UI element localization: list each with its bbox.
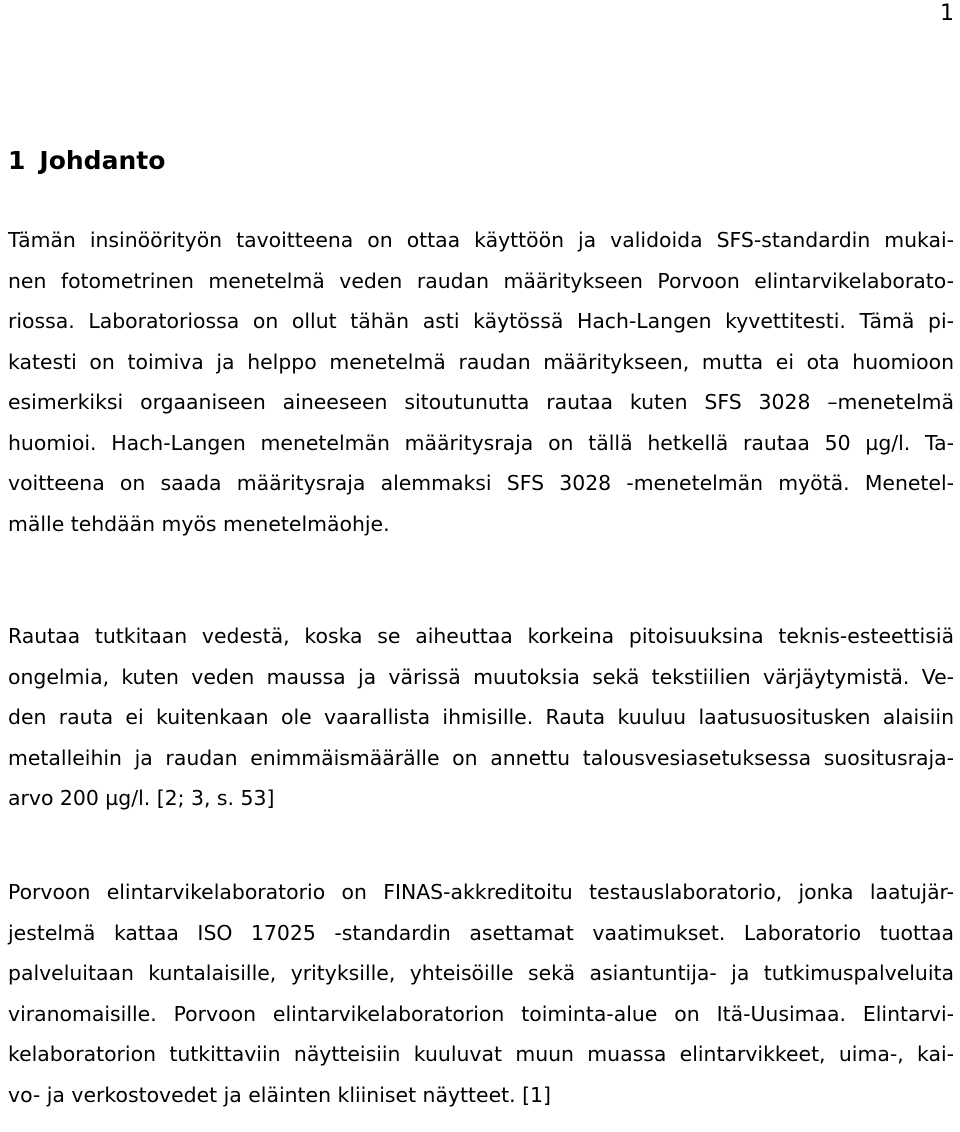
text-line: nen fotometrinen menetelmä veden raudan määritykseen Porvoon elintarvikelaborato- (8, 268, 954, 293)
text-line: Porvoon elintarvikelaboratorio on FINAS-akkreditoitu testauslaboratorio, jonka laatujär- (8, 880, 954, 904)
text-line: katesti on toimiva ja helppo menetelmä raudan määritykseen, mutta ei ota huomioon (8, 349, 954, 374)
chapter-title: Johdanto (39, 146, 166, 175)
text-line: vo- ja verkostovedet ja eläinten kliiniset näytteet. [1] (8, 1082, 551, 1107)
text-line: arvo 200 µg/l. [2; 3, s. 53] (8, 786, 275, 810)
text-line: palveluitaan kuntalaisille, yrityksille, yhteisöille sekä asiantuntija- ja tutkimuspalveluita (8, 961, 954, 985)
chapter-number: 1 (8, 146, 26, 175)
text-line: kelaboratorion tutkittaviin näytteisiin kuuluvat muun muassa elintarvikkeet, uima-, kai- (8, 1042, 954, 1066)
text-line: Rautaa tutkitaan vedestä, koska se aiheuttaa korkeina pitoisuuksina teknis-esteettisiä (8, 624, 954, 648)
text-line: ongelmia, kuten veden maussa ja värissä muutoksia sekä tekstiilien värjäytymistä. Ve- (8, 664, 954, 689)
text-line: Tämän insinöörityön tavoitteena on ottaa käyttöön ja validoida SFS-standardin mukai- (8, 228, 954, 252)
paragraph-intro (8, 220, 954, 544)
paragraph-iron-in-water (8, 616, 954, 819)
paragraph-laboratory (8, 872, 954, 1115)
chapter-heading (8, 144, 165, 178)
text-line: metalleihin ja raudan enimmäismäärälle on annettu talousvesiasetuksessa suositusraja- (8, 745, 954, 770)
text-line: riossa. Laboratoriossa on ollut tähän asti käytössä Hach-Langen kyvettitesti. Tämä pi- (8, 309, 954, 333)
page-number: 1 (940, 1, 954, 26)
text-line: viranomaisille. Porvoon elintarvikelaboratorion toiminta-alue on Itä-Uusimaa. Elintarvi- (8, 1001, 954, 1026)
text-line: jestelmä kattaa ISO 17025 -standardin asettamat vaatimukset. Laboratorio tuottaa (8, 920, 954, 945)
text-line: den rauta ei kuitenkaan ole vaarallista ihmisille. Rauta kuuluu laatusuositusken alaisiin (8, 705, 954, 729)
text-line: huomioi. Hach-Langen menetelmän määritysraja on tällä hetkellä rautaa 50 µg/l. Ta- (8, 430, 954, 455)
text-line: voitteena on saada määritysraja alemmaksi SFS 3028 -menetelmän myötä. Menetel- (8, 471, 954, 495)
text-line: esimerkiksi orgaaniseen aineeseen sitoutunutta rautaa kuten SFS 3028 –menetelmä (8, 390, 954, 414)
text-line: mälle tehdään myös menetelmäohje. (8, 511, 390, 536)
